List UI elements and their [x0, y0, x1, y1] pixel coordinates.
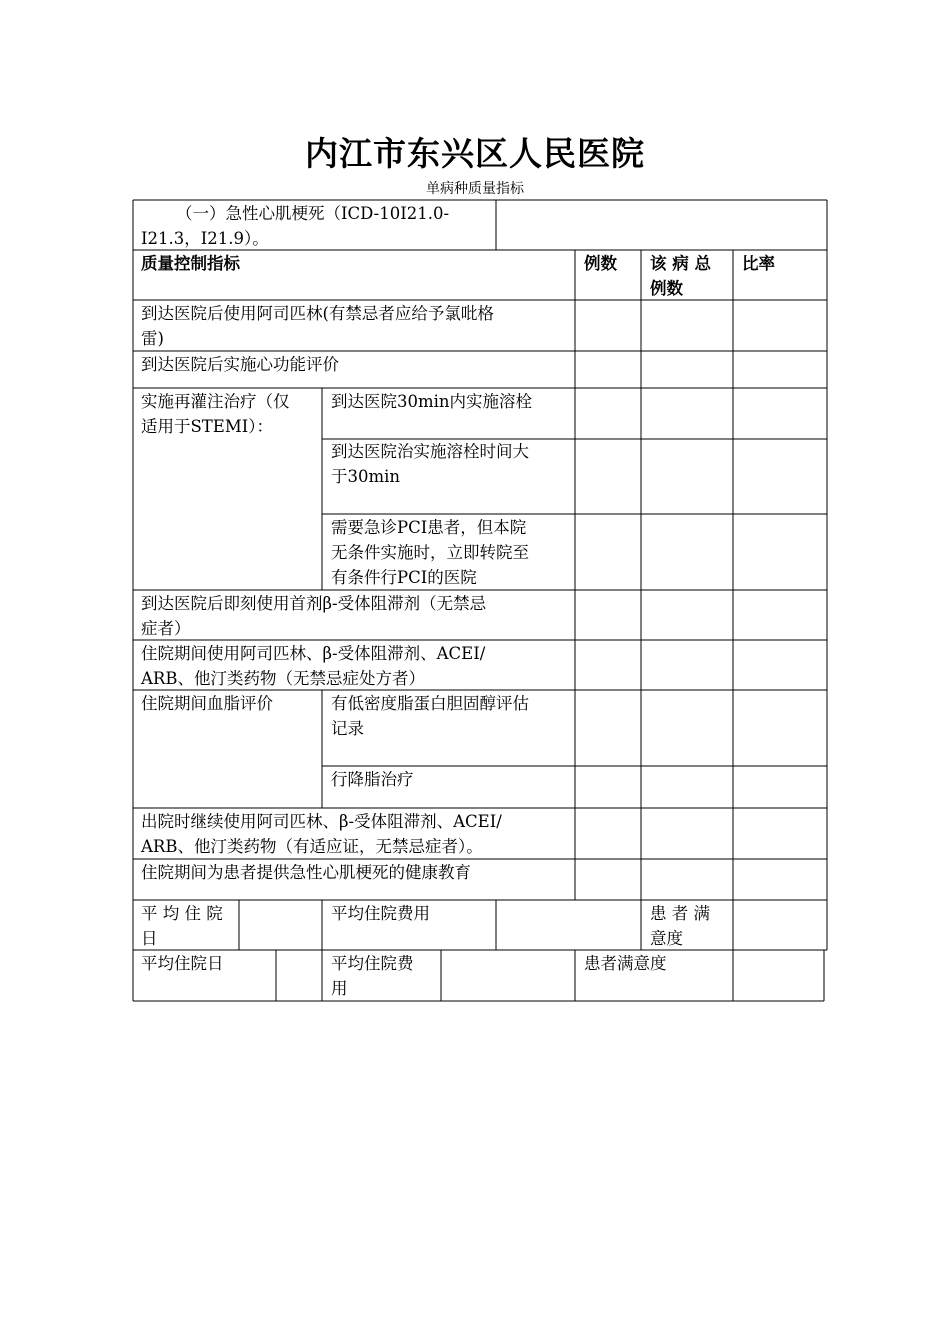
sub-thrombolysis-30min: 到达医院30min内实施溶栓 — [331, 392, 533, 411]
sub-lipid-therapy: 行降脂治疗 — [331, 770, 414, 789]
footer1-avg-days-line1: 平 均 住 院 — [141, 904, 223, 923]
row-reperfusion-line2: 适用于STEMI）： — [141, 417, 274, 436]
header-cases: 例数 — [584, 254, 617, 273]
footer2-avg-days: 平均住院日 — [141, 954, 224, 973]
header-indicator: 质量控制指标 — [141, 254, 240, 273]
section-title-line2: I21.3，I21.9）。 — [141, 229, 269, 248]
sub-pci-line3: 有条件行PCI的医院 — [331, 568, 477, 587]
sub-pci-line1: 需要急诊PCI患者，但本院 — [331, 518, 527, 537]
sub-thrombolysis-late-line1: 到达医院治实施溶栓时间大 — [331, 442, 529, 461]
row-lipid-eval: 住院期间血脂评价 — [141, 694, 273, 713]
section-title-line1: （一）急性心肌梗死（ICD-10I21.0- — [176, 204, 450, 223]
sub-thrombolysis-late-line2: 于30min — [331, 467, 401, 486]
footer2-avg-cost-line2: 用 — [331, 979, 348, 998]
footer1-satisfaction-line2: 意度 — [650, 929, 683, 948]
footer1-satisfaction-line1: 患 者 满 — [650, 904, 710, 923]
header-total-line2: 例数 — [650, 279, 683, 298]
row-cardiac-eval: 到达医院后实施心功能评价 — [141, 355, 339, 374]
row-inhospital-meds-line2: ARB、他汀类药物（无禁忌症处方者） — [141, 669, 425, 688]
row-health-education: 住院期间为患者提供急性心肌梗死的健康教育 — [141, 863, 471, 882]
footer1-avg-cost: 平均住院费用 — [331, 904, 430, 923]
header-total-line1: 该 病 总 — [650, 254, 711, 273]
row-reperfusion-line1: 实施再灌注治疗（仅 — [141, 392, 290, 411]
sub-ldl-record-line1: 有低密度脂蛋白胆固醇评估 — [331, 694, 529, 713]
row-aspirin-line2: 雷) — [141, 329, 164, 348]
row-discharge-meds-line1: 出院时继续使用阿司匹林、β-受体阻滞剂、ACEI/ — [141, 812, 502, 831]
page-subtitle: 单病种质量指标 — [426, 181, 524, 197]
sub-ldl-record-line2: 记录 — [331, 719, 364, 738]
footer1-avg-days-line2: 日 — [141, 929, 158, 948]
row-beta-blocker-line2: 症者） — [141, 619, 191, 638]
page-title: 内江市东兴区人民医院 — [305, 134, 645, 173]
header-ratio: 比率 — [742, 254, 775, 273]
row-inhospital-meds-line1: 住院期间使用阿司匹林、β-受体阻滞剂、ACEI/ — [141, 644, 486, 663]
footer2-avg-cost-line1: 平均住院费 — [331, 954, 414, 973]
row-beta-blocker-line1: 到达医院后即刻使用首剂β-受体阻滞剂（无禁忌 — [141, 594, 487, 613]
row-aspirin-line1: 到达医院后使用阿司匹林(有禁忌者应给予氯吡格 — [141, 304, 494, 323]
sub-pci-line2: 无条件实施时，立即转院至 — [331, 543, 529, 562]
row-discharge-meds-line2: ARB、他汀类药物（有适应证，无禁忌症者）。 — [141, 837, 483, 856]
footer2-satisfaction: 患者满意度 — [584, 954, 667, 973]
